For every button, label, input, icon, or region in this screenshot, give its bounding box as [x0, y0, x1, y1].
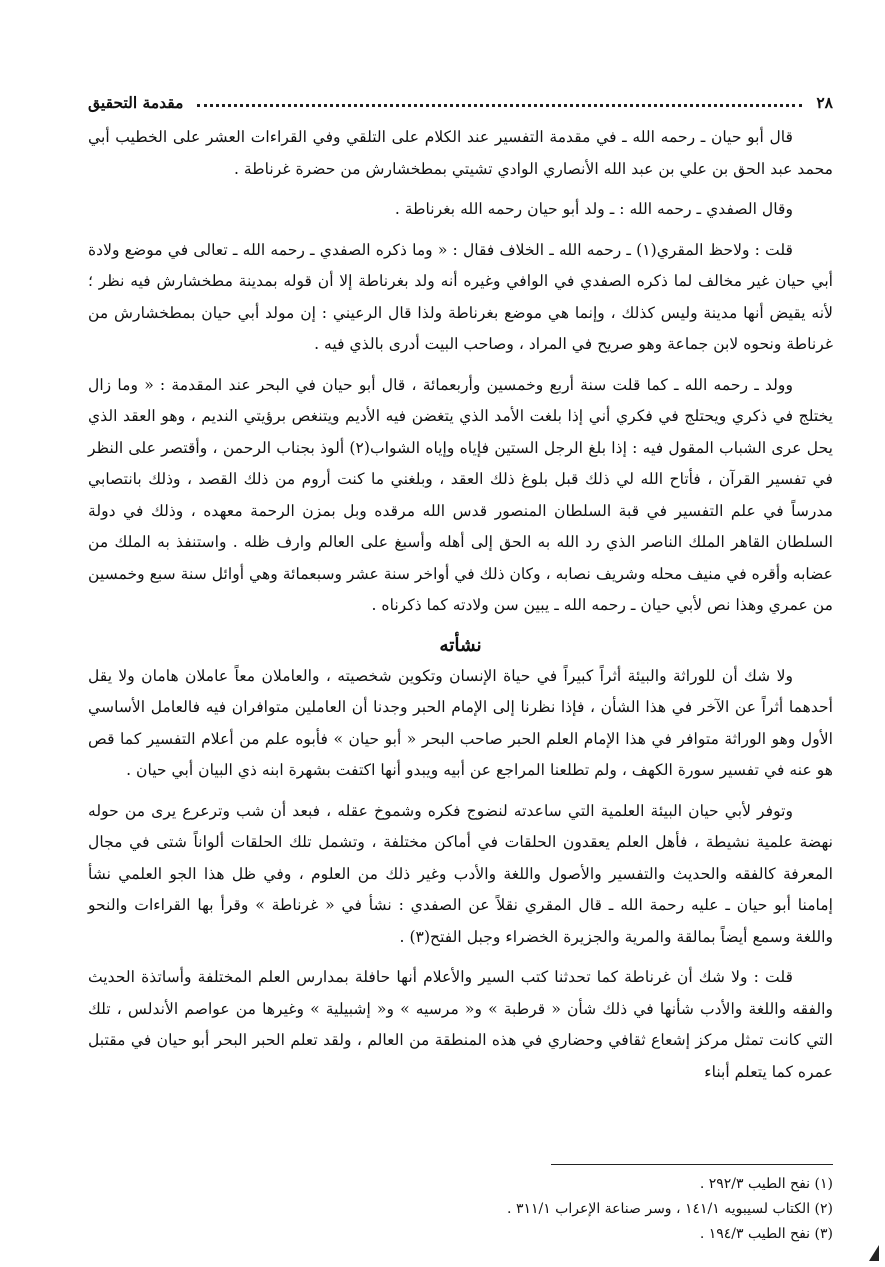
body-paragraph: قلت : ولا شك أن غرناطة كما تحدثنا كتب السير والأعلام أنها حافلة بمدارس العلم المختلفة وأساتذة الحديث والفقه واللغة والأدب شأنها في ذلك شأن « قرطبة » و« مرسيه » و« إشبيلية » وغيرها من عواصم الأندلس ، تلك التي كانت تمثل مركز إشعاع ثقافي وحضاري في هذه المنطقة من العالم ، ولقد تعلم الحبر البحر أبو حيان في مقتبل عمره كما يتعلم أبناء — [88, 968, 833, 1081]
section-heading: نشأته — [439, 634, 482, 656]
footnote-separator — [551, 1164, 833, 1165]
body-paragraph: قال أبو حيان ـ رحمه الله ـ في مقدمة التفسير عند الكلام على التلقي وفي القراءات العشر على الخطيب أبي محمد عبد الحق بن علي بن عبد الله الأنصاري الوادي تشيتي بمطخشارش من حضرة غرناطة . — [88, 128, 833, 178]
page-body — [88, 122, 833, 1097]
body-paragraph: قلت : ولاحظ المقري(١) ـ رحمه الله ـ الخلاف فقال : « وما ذكره الصفدي ـ رحمه الله ـ تعالى في موضع ولادة أبي حيان غير مخالف لما ذكره الصفدي في الوافي وغيره أنه ولد بغرناطة إلا أن قوله بمدينة مطخشارش فيه نظر ؛ لأنه يقيض أنها مدينة وليس كذلك ، وإنما هي موضع بغرناطة ولذا قال الرعيني : إن مولد أبي حيان بمطخشارش من غرناطة ونحوه لابن جماعة وهو صريح في المراد ، وصاحب البيت أدرى بالذي فيه . — [88, 240, 833, 353]
page-number: ٢٨ — [816, 92, 833, 112]
body-paragraph: وولد ـ رحمه الله ـ كما قلت سنة أربع وخمسين وأربعمائة ، قال أبو حيان في البحر عند المقدمة : « وما زال يختلج في ذكري ويحتلج في فكري أني إذا بلغت الأمد الذي يتغضن فيه الأديم ويتنغص برؤيتي النديم ، وهو العقد الذي يحل عرى الشباب المقول فيه : إذا بلغ الرجل الستين فإياه وإياه الشواب(٢) ألوذ بجناب الرحمن ، وأقتصر على النظر في تفسير القرآن ، فأتاح الله لي ذلك قبل بلوغ ذلك العقد ، وبلغني ما كنت أروم من ذلك القصد ، وذلك بانتصابي مدرساً في علم التفسير في قبة السلطان المنصور قدس الله مرقده وبل بمزن الرحمة معهده ، وذلك في دولة السلطان القاهر الملك الناصر الذي رد الله به الحق إلى أهله وأسبغ على العالم وارف ظله . واستنفذ به الملك من عضابه وأقره في منيف محله وشريف نصابه ، وكان ذلك في أواخر سنة عشر وسبعمائة وهي أوائل سنة سبع وخمسين من عمري وهذا نص لأبي حيان ـ رحمه الله ـ يبين سن ولادته كما ذكرناه . — [88, 375, 833, 614]
body-paragraph: وتوفر لأبي حيان البيئة العلمية التي ساعدته لنضوج فكره وشموخ عقله ، فبعد أن شب وترعرع يرى من حوله نهضة علمية نشيطة ، فأهل العلم يعقدون الحلقات في أماكن مختلفة ، وتشمل تلك الحلقات ألواناً شتى في مجال المعرفة كالفقه والحديث والتفسير والأصول واللغة والأدب وغير ذلك من العلوم ، وفي ظل هذا الجو العلمي نشأ إمامنا أبو حيان ـ عليه رحمة الله ـ قال المقري نقلاً عن الصفدي : نشأ في « غرناطة » وقرأ بها القراءات والنحو واللغة وسمع أيضاً بمالقة والمرية والجزيرة الخضراء وجبل الفتح(٣) . — [88, 801, 833, 946]
footnote: (١) نفح الطيب ٢٩٢/٣ . — [699, 1176, 833, 1192]
corner-mark — [869, 1245, 879, 1261]
header-dot-leader — [197, 104, 802, 107]
chapter-title: مقدمة التحقيق — [88, 92, 184, 112]
body-paragraph: ولا شك أن للوراثة والبيئة أثراً كبيراً في حياة الإنسان وتكوين شخصيته ، والعاملان معاً عاملان هامان ولا يقل أحدهما أثراً عن الآخر في هذا الشأن ، فإذا نظرنا إلى الإمام الحبر وجدنا أن العاملين متوافران فيه فالعامل الأساسي الأول وهو الوراثة متوافر في هذا الإمام العلم الحبر صاحب البحر « أبو حيان » فأبوه علم من أعلام التفسير كما قص هو عنه في تفسير سورة الكهف ، ولم تطلعنا المراجع عن أبيه ويبدو أنها اكتفت بشهرة ابنه ذي البيان أبي حيان . — [88, 666, 833, 779]
body-paragraph: وقال الصفدي ـ رحمه الله : ـ ولد أبو حيان رحمه الله بغرناطة . — [394, 200, 793, 218]
footnotes — [88, 1172, 833, 1247]
footnote: (٢) الكتاب لسيبويه ١٤١/١ ، وسر صناعة الإعراب ٣١١/١ . — [507, 1201, 833, 1217]
running-header — [88, 88, 833, 116]
footnote: (٣) نفح الطيب ١٩٤/٣ . — [699, 1226, 833, 1242]
